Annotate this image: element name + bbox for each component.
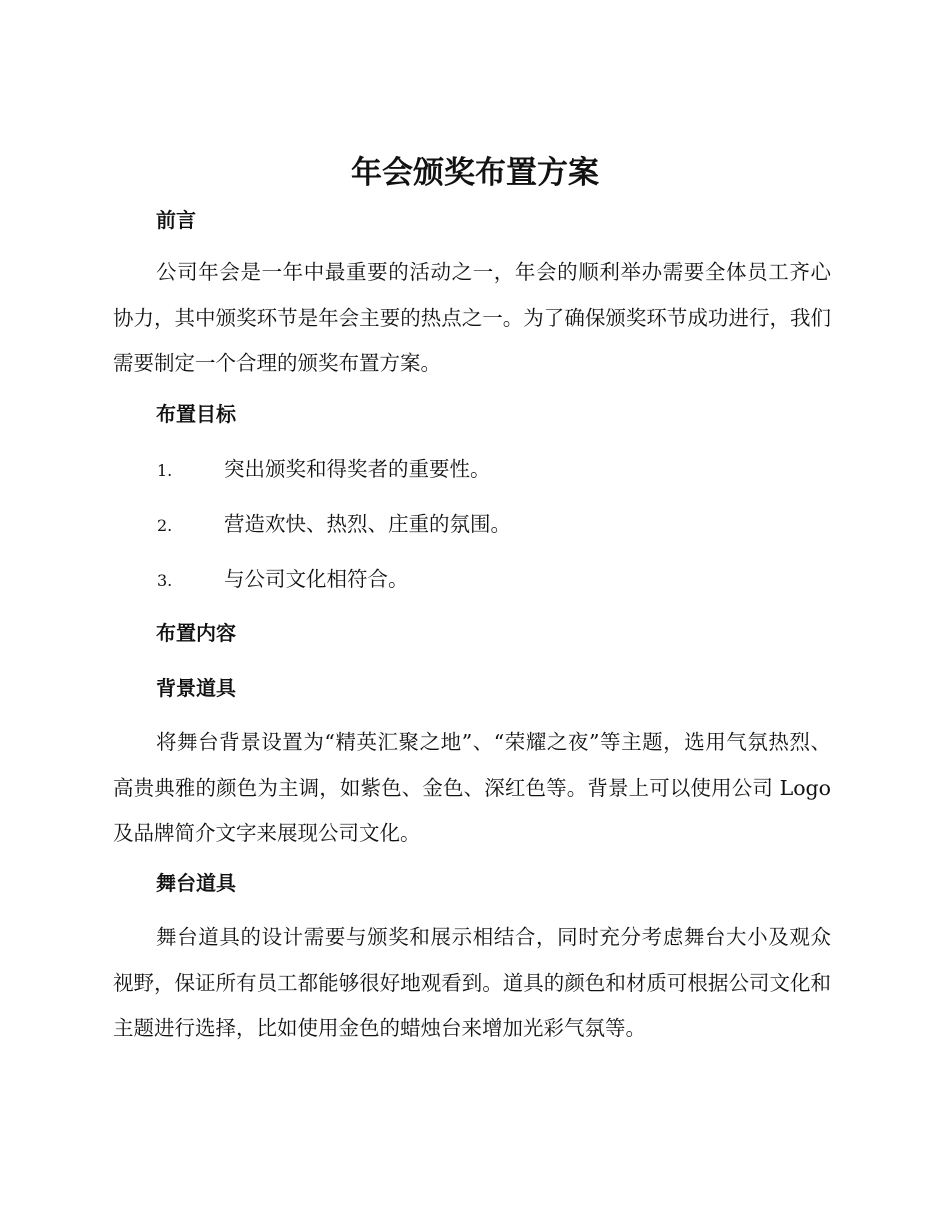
section-heading-stage-props: 舞台道具 xyxy=(156,871,236,895)
section-heading-preface: 前言 xyxy=(156,208,196,232)
document-title: 年会颁奖布置方案 xyxy=(351,155,599,191)
list-item-text: 与公司文化相符合。 xyxy=(224,567,409,591)
list-item xyxy=(157,455,491,485)
list-item-number: 3. xyxy=(157,571,173,590)
list-item-number: 2. xyxy=(157,516,173,535)
list-item-number: 1. xyxy=(157,461,173,480)
list-item xyxy=(157,565,409,595)
backdrop-paragraph: 将舞台背景设置为“精英汇聚之地”、“荣耀之夜”等主题，选用气氛热烈、高贵典雅的颜色为主调，如紫色、金色、深红色等。背景上可以使用公司 Logo 及品牌简介文字来展现公司文化。 xyxy=(113,730,831,845)
section-heading-content: 布置内容 xyxy=(156,621,236,645)
section-heading-goals: 布置目标 xyxy=(156,402,236,426)
section-heading-backdrop: 背景道具 xyxy=(156,676,236,700)
preface-paragraph: 公司年会是一年中最重要的活动之一，年会的顺利举办需要全体员工齐心协力，其中颁奖环节是年会主要的热点之一。为了确保颁奖环节成功进行，我们需要制定一个合理的颁奖布置方案。 xyxy=(113,260,831,375)
list-item xyxy=(157,510,511,540)
list-item-text: 营造欢快、热烈、庄重的氛围。 xyxy=(224,512,511,536)
stage-props-paragraph: 舞台道具的设计需要与颁奖和展示相结合，同时充分考虑舞台大小及观众视野，保证所有员工都能够很好地观看到。道具的颜色和材质可根据公司文化和主题进行选择，比如使用金色的蜡烛台来增加光彩气氛等。 xyxy=(113,925,831,1040)
list-item-text: 突出颁奖和得奖者的重要性。 xyxy=(224,457,491,481)
